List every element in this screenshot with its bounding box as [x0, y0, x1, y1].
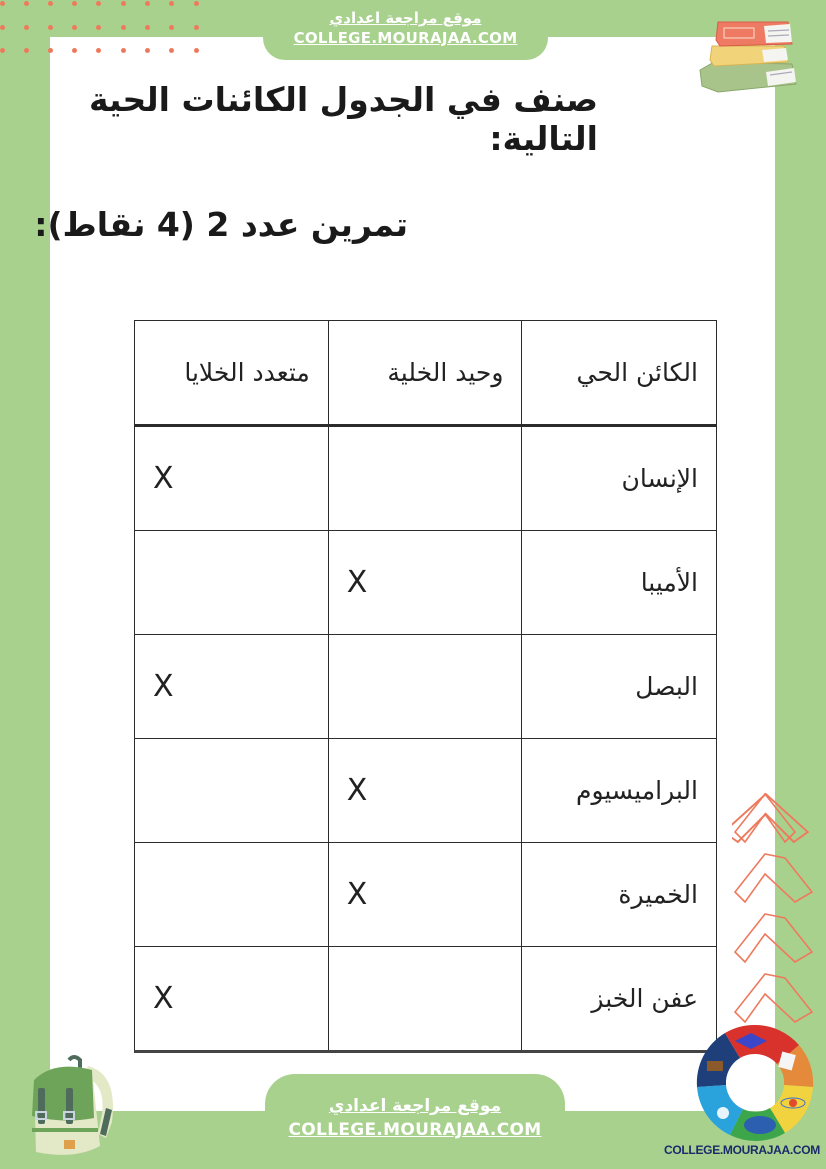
organism-cell: البصل	[522, 635, 717, 739]
organism-cell: الأميبا	[522, 531, 717, 635]
header-organism: الكائن الحي	[522, 321, 717, 426]
books-icon	[692, 12, 802, 94]
table-row	[135, 843, 717, 947]
dot-pattern-decoration	[0, 0, 200, 52]
exercise-title: تمرين عدد 2 (4 نقاط):	[34, 205, 408, 244]
chevrons-up-icon	[732, 792, 822, 1032]
multicellular-cell: X	[135, 426, 329, 531]
unicellular-cell	[328, 426, 522, 531]
unicellular-cell: X	[328, 843, 522, 947]
multicellular-cell	[135, 531, 329, 635]
multicellular-cell	[135, 843, 329, 947]
organism-cell: الخميرة	[522, 843, 717, 947]
table-header-row	[135, 321, 717, 426]
organism-cell: البراميسيوم	[522, 739, 717, 843]
site-url-link[interactable]: COLLEGE.MOURAJAA.COM	[293, 29, 518, 47]
classification-table	[134, 320, 717, 1053]
table-row	[135, 739, 717, 843]
table-row	[135, 531, 717, 635]
footer-site-name-arabic[interactable]: موقع مراجعة اعدادي	[328, 1096, 502, 1116]
site-name-arabic[interactable]: موقع مراجعة اعدادي	[329, 9, 482, 27]
unicellular-cell	[328, 635, 522, 739]
header-multicellular: متعدد الخلايا	[135, 321, 329, 426]
education-wheel-logo[interactable]	[694, 1022, 816, 1144]
unicellular-cell: X	[328, 531, 522, 635]
multicellular-cell: X	[135, 635, 329, 739]
logo-label: COLLEGE.MOURAJAA.COM	[664, 1143, 821, 1157]
header-unicellular: وحيد الخلية	[328, 321, 522, 426]
multicellular-cell: X	[135, 947, 329, 1052]
multicellular-cell	[135, 739, 329, 843]
footer-site-url-link[interactable]: COLLEGE.MOURAJAA.COM	[288, 1120, 542, 1140]
organism-cell: عفن الخبز	[522, 947, 717, 1052]
unicellular-cell	[328, 947, 522, 1052]
unicellular-cell: X	[328, 739, 522, 843]
table-row	[135, 426, 717, 531]
backpack-icon	[14, 1052, 114, 1167]
site-header-badge[interactable]	[263, 0, 548, 60]
site-footer-badge[interactable]	[265, 1074, 565, 1169]
organism-cell: الإنسان	[522, 426, 717, 531]
table-row	[135, 947, 717, 1052]
instruction-heading: صنف في الجدول الكائنات الحية التالية:	[89, 80, 598, 158]
table-row	[135, 635, 717, 739]
